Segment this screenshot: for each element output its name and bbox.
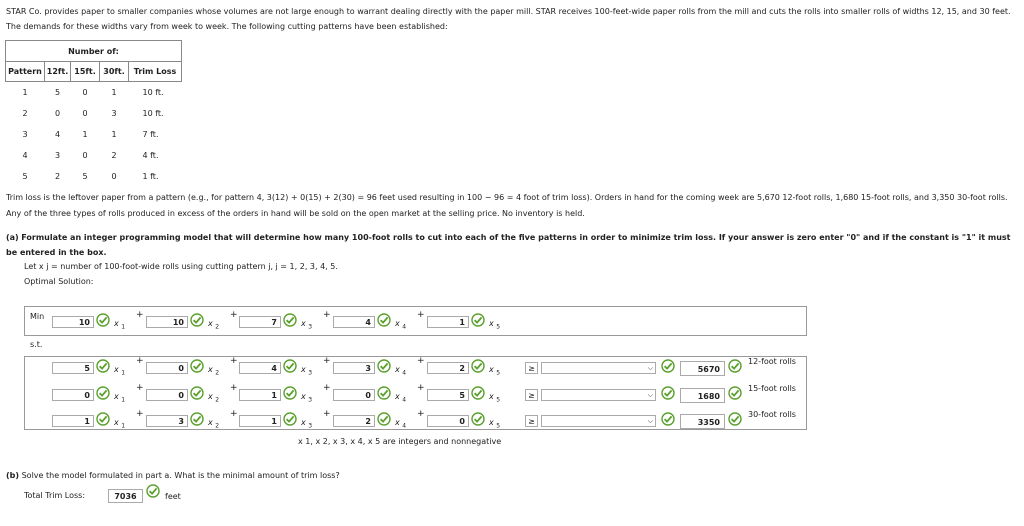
coefficient-input[interactable]: 4	[333, 316, 375, 328]
variable-label: x $_5$	[489, 418, 501, 430]
coefficient-input[interactable]: 5	[427, 389, 469, 401]
integer-constraint-note: x 1, x 2, x 3, x 4, x 5 are integers and nonnegative	[298, 437, 502, 446]
variable-label: x $_2$	[208, 418, 220, 430]
table-cell: 4	[54, 130, 61, 139]
part-b-question	[6, 471, 340, 480]
table-cell: 1	[111, 130, 117, 139]
table-cell: 1 ft.	[142, 172, 159, 181]
optimal-solution-label: Optimal Solution:	[24, 277, 94, 286]
part-a-text: Formulate an integer programming model that will determine how many 100-foot rolls to cut into each of the five patterns in order to minimize trim loss. If your answer is zero enter "0" and if the constant is "1" it must be entered in the box.	[6, 233, 1011, 257]
plus-sign: +	[323, 356, 331, 366]
variable-label: x $_2$	[208, 319, 220, 331]
table-cell: 1	[82, 130, 88, 139]
coefficient-input[interactable]: 4	[239, 362, 281, 374]
table-row	[6, 166, 182, 187]
coefficient-input[interactable]: 0	[146, 389, 188, 401]
coefficient-input[interactable]: 10	[146, 316, 188, 328]
chevron-down-icon: ⌵	[647, 391, 653, 399]
coefficient-input[interactable]: 1	[52, 415, 94, 427]
table-cell: 2	[54, 172, 61, 181]
inequality-sign: ≥	[525, 415, 538, 427]
table-cell: 0	[54, 109, 61, 118]
chevron-down-icon: ⌵	[647, 364, 653, 372]
plus-sign: +	[417, 383, 425, 393]
variable-label: x $_1$	[114, 392, 126, 404]
plus-sign: +	[136, 409, 144, 419]
check-icon	[96, 359, 110, 373]
table-cell: 5	[54, 88, 61, 97]
table-cell: 7 ft.	[142, 130, 159, 139]
table-cell: 0	[82, 88, 88, 97]
check-icon	[283, 386, 297, 400]
check-icon	[661, 359, 675, 373]
rhs-input[interactable]: 5670	[680, 361, 725, 376]
table-cell: 1	[111, 88, 117, 97]
inequality-sign: ≥	[525, 362, 538, 374]
rhs-input[interactable]: 1680	[680, 388, 725, 403]
problem-intro: STAR Co. provides paper to smaller companies whose volumes are not large enough to warrant dealing directly with the paper mill. STAR receives 100-feet-wide paper rolls from the mill and cuts the rolls into smaller rolls of widths 12, 15, and 30 feet. The demands for these widths vary from week to week. The following cutting patterns have been established:	[6, 7, 1011, 31]
check-icon	[728, 386, 742, 400]
col-trim-loss: Trim Loss	[129, 62, 182, 82]
check-icon	[471, 313, 485, 327]
table-group-header: Number of:	[6, 41, 182, 62]
check-icon	[96, 386, 110, 400]
col-30ft: 30ft.	[100, 62, 129, 82]
check-icon	[377, 386, 391, 400]
table-cell: 4 ft.	[142, 151, 159, 160]
variable-label: x $_4$	[395, 392, 407, 404]
table-cell: 2	[111, 151, 117, 160]
coefficient-input[interactable]: 0	[427, 415, 469, 427]
min-label: Min	[30, 312, 45, 321]
check-icon	[728, 412, 742, 426]
trim-loss-text: Trim loss is the leftover paper from a pattern (e.g., for pattern 4, 3(12) + 0(15) + 2(30) = 96 feet used resulting in 100 − 96 = 4 foot of trim loss). Orders in hand for the coming week are 5,670 12-foot rolls, 1,680 15-foot rolls, and 3,350 30-foot rolls. Any of the three types of rolls produced in excess of the orders in hand will be sold on the open market at the selling price. No inventory is held.	[6, 193, 1008, 218]
table-cell: 0	[111, 172, 117, 181]
table-cell: 10 ft.	[142, 109, 164, 118]
table-cell: 4	[22, 151, 28, 160]
pattern-table	[5, 40, 182, 187]
unit-label: feet	[165, 492, 181, 501]
coefficient-input[interactable]: 3	[333, 362, 375, 374]
check-icon	[283, 313, 297, 327]
variable-label: x $_1$	[114, 365, 126, 377]
constraint-label: 30-foot rolls	[748, 410, 796, 419]
check-icon	[471, 359, 485, 373]
plus-sign: +	[230, 383, 238, 393]
table-cell: 1	[22, 88, 28, 97]
table-cell: 5	[22, 172, 28, 181]
check-icon	[377, 359, 391, 373]
table-cell: 0	[82, 109, 88, 118]
coefficient-input[interactable]: 2	[333, 415, 375, 427]
plus-sign: +	[136, 310, 144, 320]
check-icon	[661, 412, 675, 426]
check-icon	[661, 386, 675, 400]
variable-definition: Let x j = number of 100-foot-wide rolls using cutting pattern j, j = 1, 2, 3, 4, 5.	[24, 262, 338, 271]
plus-sign: +	[417, 356, 425, 366]
table-cell: 2	[22, 109, 28, 118]
check-icon	[190, 359, 204, 373]
constraint-label: 15-foot rolls	[748, 384, 796, 393]
check-icon	[190, 386, 204, 400]
col-12ft: 12ft.	[45, 62, 71, 82]
total-trim-loss-label: Total Trim Loss:	[24, 491, 86, 500]
coefficient-input[interactable]: 2	[427, 362, 469, 374]
table-row	[6, 82, 182, 104]
part-a-label: (a)	[6, 233, 19, 242]
check-icon	[728, 359, 742, 373]
chevron-down-icon: ⌵	[647, 417, 653, 425]
plus-sign: +	[323, 310, 331, 320]
total-trim-loss-input[interactable]: 7036	[108, 489, 143, 503]
constraint-type-select[interactable]	[541, 389, 656, 401]
plus-sign: +	[230, 356, 238, 366]
variable-label: x $_4$	[395, 418, 407, 430]
variable-label: x $_4$	[395, 365, 407, 377]
variable-label: x $_3$	[301, 365, 313, 377]
variable-label: x $_5$	[489, 365, 501, 377]
coefficient-input[interactable]: 0	[333, 389, 375, 401]
check-icon	[190, 313, 204, 327]
rhs-input[interactable]: 3350	[680, 414, 725, 429]
variable-label: x $_2$	[208, 365, 220, 377]
constraint-type-select[interactable]	[541, 362, 656, 374]
coefficient-input[interactable]: 5	[52, 362, 94, 374]
table-cell: 3	[22, 130, 28, 139]
check-icon	[146, 484, 160, 498]
coefficient-input[interactable]: 10	[52, 316, 94, 328]
part-b-label: (b)	[6, 471, 20, 480]
variable-label: x $_2$	[208, 392, 220, 404]
check-icon	[96, 313, 110, 327]
check-icon	[96, 412, 110, 426]
check-icon	[377, 313, 391, 327]
plus-sign: +	[417, 310, 425, 320]
check-icon	[190, 412, 204, 426]
variable-label: x $_3$	[301, 392, 313, 404]
inequality-sign: ≥	[525, 389, 538, 401]
variable-label: x $_4$	[395, 319, 407, 331]
table-cell: 3	[54, 151, 61, 160]
table-cell: 3	[111, 109, 117, 118]
col-15ft: 15ft.	[71, 62, 100, 82]
table-cell: 10 ft.	[142, 88, 164, 97]
plus-sign: +	[417, 409, 425, 419]
variable-label: x $_5$	[489, 319, 501, 331]
table-row	[6, 103, 182, 124]
coefficient-input[interactable]: 1	[427, 316, 469, 328]
constraint-type-select[interactable]	[541, 415, 656, 427]
col-pattern: Pattern	[6, 62, 45, 82]
check-icon	[283, 412, 297, 426]
constraint-label: 12-foot rolls	[748, 357, 796, 366]
check-icon	[283, 359, 297, 373]
coefficient-input[interactable]: 1	[239, 389, 281, 401]
variable-label: x $_3$	[301, 418, 313, 430]
variable-label: x $_3$	[301, 319, 313, 331]
check-icon	[377, 412, 391, 426]
plus-sign: +	[323, 383, 331, 393]
table-row	[6, 124, 182, 145]
coefficient-input[interactable]: 3	[146, 415, 188, 427]
variable-label: x $_1$	[114, 418, 126, 430]
st-label: s.t.	[30, 340, 43, 349]
coefficient-input[interactable]: 7	[239, 316, 281, 328]
plus-sign: +	[136, 383, 144, 393]
coefficient-input[interactable]: 0	[146, 362, 188, 374]
variable-label: x $_5$	[489, 392, 501, 404]
variable-label: x $_1$	[114, 319, 126, 331]
plus-sign: +	[230, 310, 238, 320]
part-a-question	[6, 230, 1018, 260]
table-cell: 0	[82, 151, 88, 160]
table-row	[6, 145, 182, 166]
part-b-text: Solve the model formulated in part a. What is the minimal amount of trim loss?	[21, 471, 340, 480]
plus-sign: +	[323, 409, 331, 419]
check-icon	[471, 412, 485, 426]
check-icon	[471, 386, 485, 400]
coefficient-input[interactable]: 0	[52, 389, 94, 401]
coefficient-input[interactable]: 1	[239, 415, 281, 427]
plus-sign: +	[136, 356, 144, 366]
plus-sign: +	[230, 409, 238, 419]
table-cell: 5	[82, 172, 88, 181]
